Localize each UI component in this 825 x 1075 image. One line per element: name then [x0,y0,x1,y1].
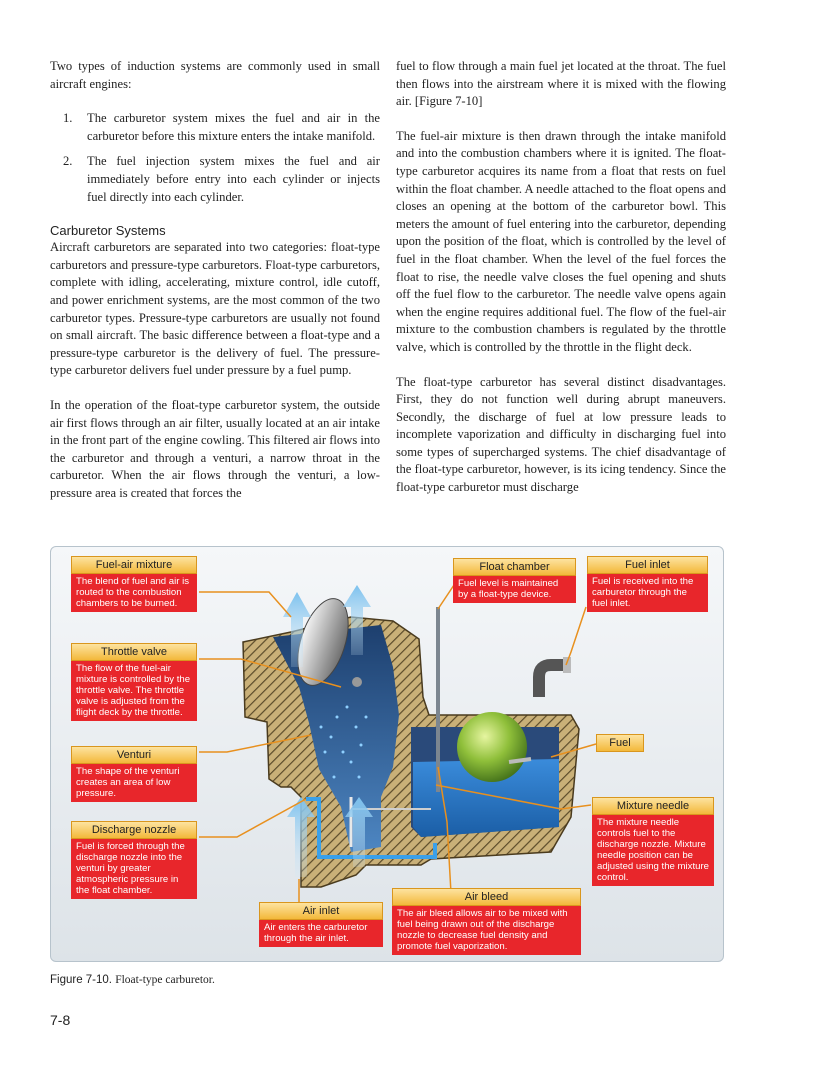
callout-fuel-air-mixture: Fuel-air mixture The blend of fuel and air is routed to the combustion chambers to be burned. [71,556,197,612]
figure-label: Figure 7-10. [50,974,113,986]
list-item: 2. The fuel injection system mixes the fuel and air immediately before entry into each cylinder or injects fuel directly into each cylinder. [63,154,380,204]
callout-air-inlet: Air inlet Air enters the carburetor through the air inlet. [259,902,383,947]
page-number: 7-8 [50,1012,71,1028]
callout-fuel: Fuel [596,734,644,752]
figure-title: Float-type carburetor. [115,974,215,986]
callout-air-bleed: Air bleed The air bleed allows air to be mixed with fuel being drawn out of the discharge nozzle to decrease fuel density and promote fuel vaporization. [392,888,581,955]
callout-venturi: Venturi The shape of the venturi creates an area of low pressure. [71,746,197,802]
list-item: 1. The carburetor system mixes the fuel and air in the carburetor before this mixture enters the intake manifold. [63,111,380,143]
paragraph: fuel to flow through a main fuel jet located at the throat. The fuel then flows into the airstream where it is mixed with the flowing air. [Figure 7-10] [396,59,726,109]
paragraph: The fuel-air mixture is then drawn through the intake manifold and into the combustion chambers where it is ignited. The float-type carburetor acquires its name from a float that rests on fuel within the float chamber. A needle attached to the float opens and closes an opening at the bottom of the carburetor bowl. This meters the amount of fuel entering into the carburetor, depending upon the position of the float, which is controlled by the level of fuel in the float chamber. When the level of the fuel forces the float to rise, the needle valve closes the fuel opening and shuts off the fuel flow to the carburetor. The needle valve opens again when the engine requires additional fuel. The flow of the fuel-air mixture to the combustion chambers is regulated by the throttle valve, which is controlled by the throttle in the flight deck. [396,128,726,354]
callout-discharge-nozzle: Discharge nozzle Fuel is forced through the discharge nozzle into the venturi by greater atmospheric pressure in the float chamber. [71,821,197,899]
figure-caption [50,974,215,986]
paragraph: The float-type carburetor has several distinct disadvantages. First, they do not function well during abrupt maneuvers. Secondly, the discharge of fuel at low pressure leads to incomplete vaporization and difficulty in discharging fuel into some types of supercharged systems. The chief disadvantage of the float-type carburetor, however, is its icing tendency. Since the float-type carburetor must discharge [396,374,726,495]
throttle-shaft [352,677,362,687]
float-ball [457,712,527,782]
right-column [396,58,726,514]
callout-float-chamber: Float chamber Fuel level is maintained by a float-type device. [453,558,576,603]
callout-fuel-inlet: Fuel inlet Fuel is received into the carburetor through the fuel inlet. [587,556,708,612]
callout-throttle-valve: Throttle valve The flow of the fuel-air mixture is controlled by the throttle valve. The throttle valve is adjusted from the flight deck by the throttle. [71,643,197,721]
fuel-inlet-pipe [539,665,566,697]
fuel-inlet-fitting [563,657,571,673]
left-column [50,58,380,519]
intro-paragraph: Two types of induction systems are commonly used in small aircraft engines: [50,59,380,91]
induction-systems-list [50,110,380,206]
carburetor-figure [50,546,724,962]
callout-mixture-needle: Mixture needle The mixture needle controls fuel to the discharge nozzle. Mixture needle position can be adjusted using the mixture control. [592,797,714,886]
paragraph: In the operation of the float-type carburetor system, the outside air first flows through an air filter, usually located at an air intake in the front part of the engine cowling. This filtered air flows into the carburetor and through a venturi, a narrow throat in the carburetor. When the air flows through the venturi, a low-pressure area is created that forces the [50,397,380,500]
section-heading: Carburetor Systems [50,223,166,239]
paragraph: Aircraft carburetors are separated into two categories: float-type carburetors and pressure-type carburetors. Float-type carburetors, complete with idling, accelerating, mixture control, idle cutoff, and power enrichment systems, are the most common of the two carburetor types. Pressure-type carburetors are usually not found on small aircraft. The basic difference between a float-type and a pressure-type carburetor is the delivery of fuel. The pressure-type carburetor delivers fuel under pressure by a fuel pump. [50,240,380,378]
